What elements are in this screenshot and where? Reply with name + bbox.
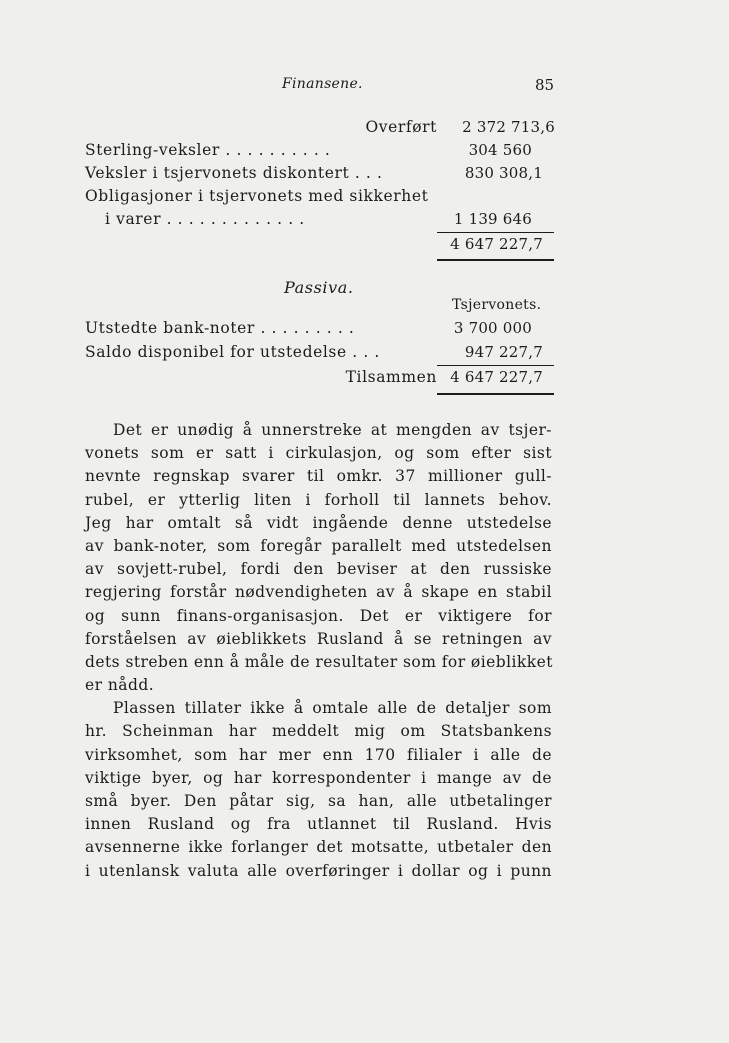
- text-line: innen Rusland og fra utlannet til Rusland. Hvis: [85, 815, 552, 834]
- carried-forward-label: Overført: [365, 118, 437, 136]
- text-line: i utenlansk valuta alle overføringer i dollar og i punn: [85, 861, 552, 880]
- text-line: Plassen tillater ikke å omtale alle de detaljer som: [113, 699, 552, 718]
- text-line: hr. Scheinman har meddelt mig om Statsbankens: [85, 722, 552, 741]
- text-line: vonets som er satt i cirkulasjon, og som efter sist: [85, 444, 552, 463]
- row-label: Utstedte bank-noter . . . . . . . . .: [85, 319, 355, 337]
- text-line: små byer. Den påtar sig, sa han, alle utbetalinger: [85, 792, 552, 810]
- text-line: virksomhet, som har mer enn 170 filialer i alle de: [85, 745, 552, 764]
- carried-forward-value: 2 372 713,6: [462, 118, 555, 136]
- liabilities-total-row: [85, 368, 555, 390]
- sum-rule: [437, 365, 554, 366]
- text-line: nevnte regnskap svarer til omkr. 37 millioner gull-: [85, 467, 552, 486]
- table-row: [85, 210, 555, 232]
- table-row: [85, 141, 555, 163]
- row-label: i varer . . . . . . . . . . . . .: [105, 210, 305, 228]
- text-line: Jeg har omtalt så vidt ingående denne utstedelse: [85, 513, 552, 532]
- assets-total-value: 4 647 227,7: [450, 235, 543, 253]
- text-line: rubel, er ytterlig liten i forholl til lannets behov.: [85, 490, 552, 509]
- text-line: av sovjett-rubel, fordi den beviser at den russiske: [85, 560, 552, 579]
- row-label: Sterling-veksler . . . . . . . . . .: [85, 141, 331, 159]
- running-title: Finansene.: [282, 76, 363, 92]
- row-label: Saldo disponibel for utstedelse . . .: [85, 343, 380, 361]
- section-title-passiva: Passiva.: [284, 278, 354, 297]
- total-double-rule: [437, 259, 554, 261]
- text-line: forståelsen av øieblikkets Rusland å se retningen av: [85, 629, 552, 648]
- row-label: Obligasjoner i tsjervonets med sikkerhet: [85, 187, 429, 205]
- row-value: 3 700 000: [453, 319, 532, 337]
- table-row: [85, 164, 555, 186]
- text-line: av bank-noter, som foregår parallelt med utstedelsen: [85, 536, 552, 555]
- table-row: [85, 187, 555, 209]
- column-header: Tsjervonets.: [452, 297, 542, 313]
- row-value: 947 227,7: [464, 343, 543, 361]
- body-text: [85, 419, 552, 883]
- row-label: Veksler i tsjervonets diskontert . . .: [85, 164, 383, 182]
- text-line: dets streben enn å måle de resultater som for øieblikket: [85, 652, 553, 671]
- text-line: og sunn finans-organisasjon. Det er viktigere for: [85, 606, 552, 625]
- row-value: 830 308,1: [464, 164, 543, 182]
- total-double-rule: [437, 393, 554, 395]
- text-line: avsennerne ikke forlanger det motsatte, utbetaler den: [85, 838, 552, 857]
- text-line: Det er unødig å unnerstreke at mengden av tsjer-: [113, 421, 552, 439]
- text-line: er nådd.: [85, 676, 155, 695]
- row-value: 304 560: [468, 141, 532, 159]
- row-value: 1 139 646: [453, 210, 532, 228]
- assets-total-row: [85, 235, 555, 257]
- total-label: Tilsammen: [345, 368, 437, 386]
- text-line: viktige byer, og har korrespondenter i mange av de: [85, 768, 552, 787]
- table-row: [85, 319, 555, 341]
- carried-forward-row: [85, 118, 555, 140]
- sum-rule: [437, 232, 554, 233]
- page-number: 85: [535, 76, 555, 94]
- text-line: regjering forstår nødvendigheten av å skape en stabil: [85, 583, 552, 602]
- table-row: [85, 343, 555, 365]
- liabilities-total-value: 4 647 227,7: [450, 368, 543, 386]
